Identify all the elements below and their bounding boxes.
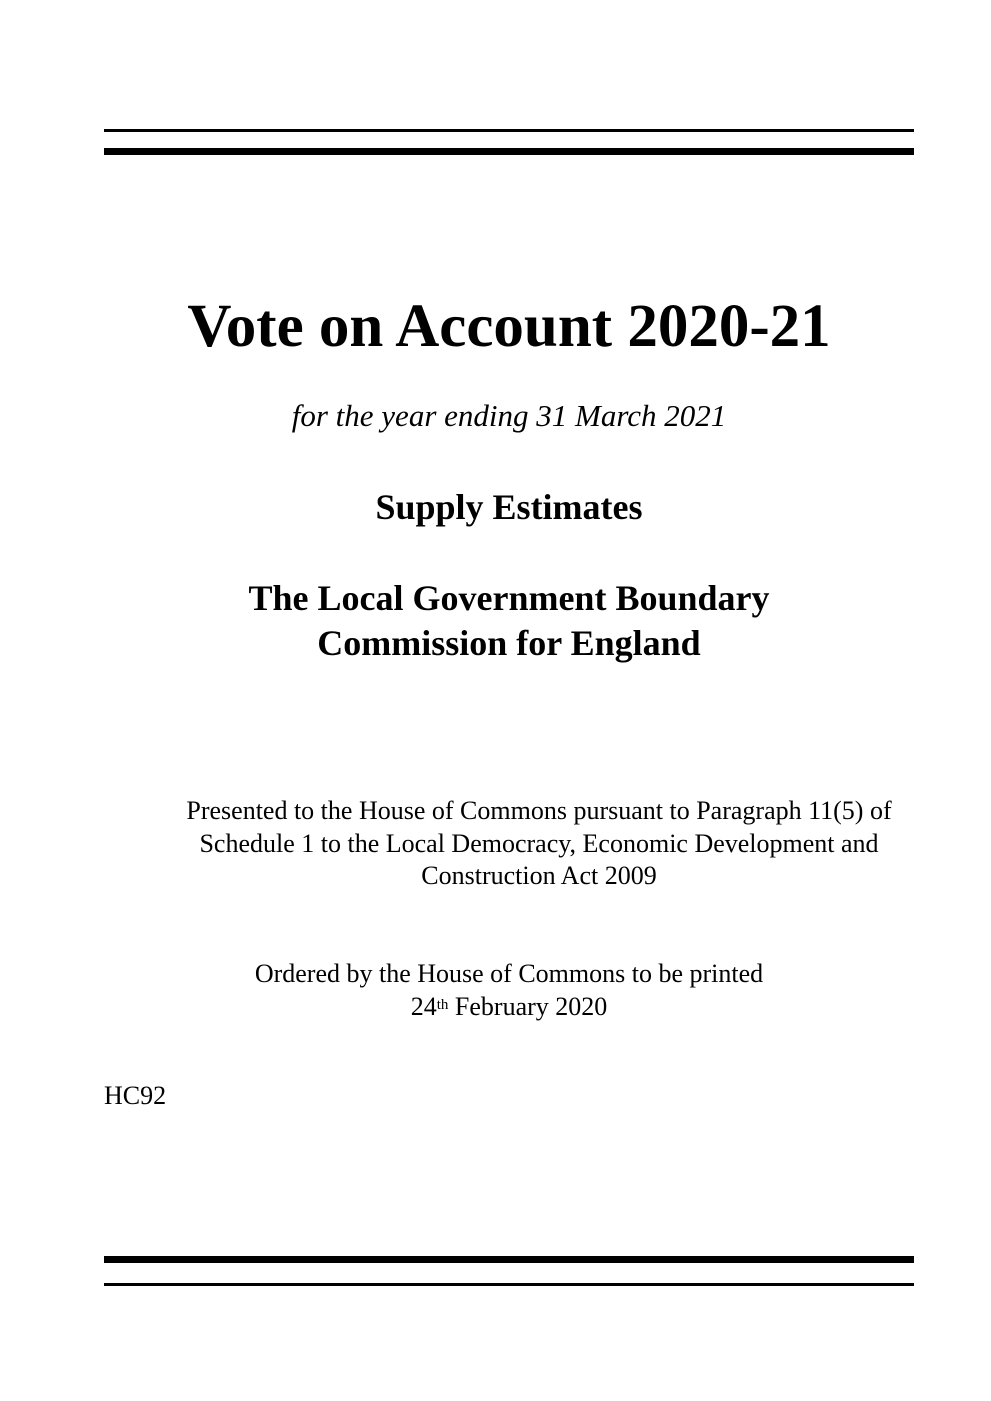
hc-number: HC92 (104, 1081, 167, 1110)
bottom-thick-rule (104, 1256, 914, 1263)
body-name-line-1: The Local Government Boundary (248, 578, 770, 618)
date-rest: February 2020 (448, 992, 608, 1021)
heading: Supply Estimates (375, 487, 643, 527)
presented-line-1: Presented to the House of Commons pursuant to Paragraph 11(5) of (186, 796, 892, 825)
presented-line-3: Construction Act 2009 (421, 861, 657, 890)
date-suffix: th (436, 997, 449, 1013)
top-thin-rule (104, 129, 914, 132)
ordered-text: Ordered by the House of Commons to be printed (254, 959, 764, 988)
date-day: 24 (410, 992, 437, 1021)
printed-date (0, 991, 991, 1024)
body-name-line-2: Commission for England (317, 623, 701, 663)
presented-line-2: Schedule 1 to the Local Democracy, Economic Development and (199, 829, 879, 858)
document-subtitle: for the year ending 31 March 2021 (291, 398, 727, 433)
bottom-thin-rule (104, 1283, 914, 1286)
top-thick-rule (104, 148, 914, 155)
document-title: Vote on Account 2020-21 (187, 293, 831, 360)
